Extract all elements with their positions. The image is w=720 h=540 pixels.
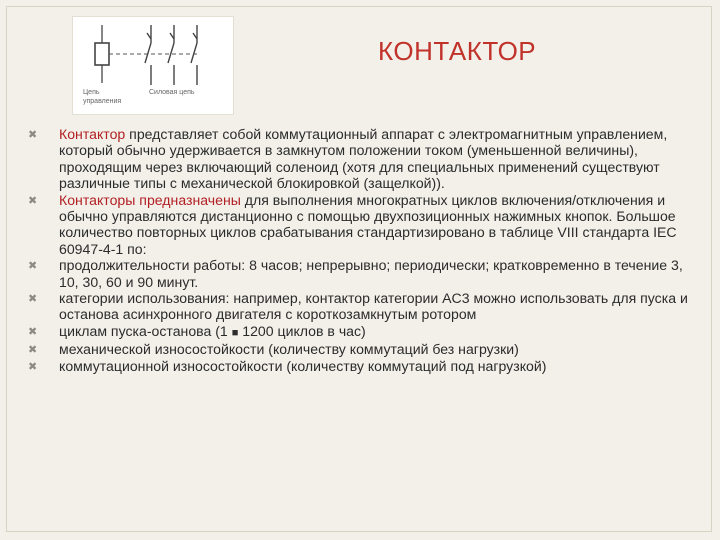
list-item — [28, 358, 693, 374]
contactor-schematic — [73, 17, 233, 114]
list-item — [28, 290, 693, 323]
list-item — [28, 323, 693, 341]
power-contacts — [145, 25, 197, 85]
item-text: для выполнения многократных циклов включения/отключения и обычно управляются дистанционно с помощью двухпозиционных нажимных кнопок. Большое количество повторных циклов срабатывания стандартизировано в таблице VIII стандарта IEC 60947-4-1 по: — [59, 191, 677, 257]
item-text: категории использования: например, контактор категории AC3 можно использовать для пуска и останова асинхронного двигателя с короткозамкнутым ротором — [59, 290, 688, 323]
label-control-line1: Цепь — [83, 89, 100, 96]
label-control-line2: управления — [83, 98, 122, 105]
item-text-tail: 1200 циклов в час) — [238, 322, 366, 339]
term-contactor: Контактор — [59, 126, 126, 142]
cross-bullet-icon: ✖ — [28, 325, 38, 338]
list-item — [28, 126, 693, 192]
contactor-diagram — [72, 16, 234, 115]
cross-bullet-icon: ✖ — [28, 344, 38, 357]
item-text: циклам пуска-останова (1 — [59, 322, 232, 339]
list-item — [28, 257, 693, 290]
item-text: продолжительности работы: 8 часов; непрерывно; периодически; кратковременно в течение 3, 10, 30, 60 и 90 минут. — [59, 257, 683, 290]
cross-bullet-icon: ✖ — [28, 194, 38, 207]
item-text: представляет собой коммутационный аппарат с электромагнитным управлением, который обычно удерживается в замкнутом положении током (уменьшенной величины), проходящим через включающий соленоид (хотя для специальных применений существуют различные типы с механической блокировкой (защелкой)). — [59, 126, 668, 192]
content-list — [28, 126, 693, 374]
item-text: коммутационной износостойкости (количеству коммутаций под нагрузкой) — [59, 357, 547, 374]
list-item — [28, 341, 693, 357]
list-item — [28, 192, 693, 258]
cross-bullet-icon: ✖ — [28, 260, 38, 273]
item-text: механической износостойкости (количеству коммутаций без нагрузки) — [59, 341, 519, 358]
label-power: Силовая цепь — [149, 89, 195, 96]
cross-bullet-icon: ✖ — [28, 360, 38, 373]
term-purpose: Контакторы предназначены — [59, 191, 241, 208]
slide-title: КОНТАКТОР — [378, 36, 537, 66]
cross-bullet-icon: ✖ — [28, 293, 38, 306]
cross-bullet-icon: ✖ — [28, 129, 38, 141]
coil-symbol — [95, 43, 109, 65]
separator-square: ■ — [231, 326, 239, 339]
